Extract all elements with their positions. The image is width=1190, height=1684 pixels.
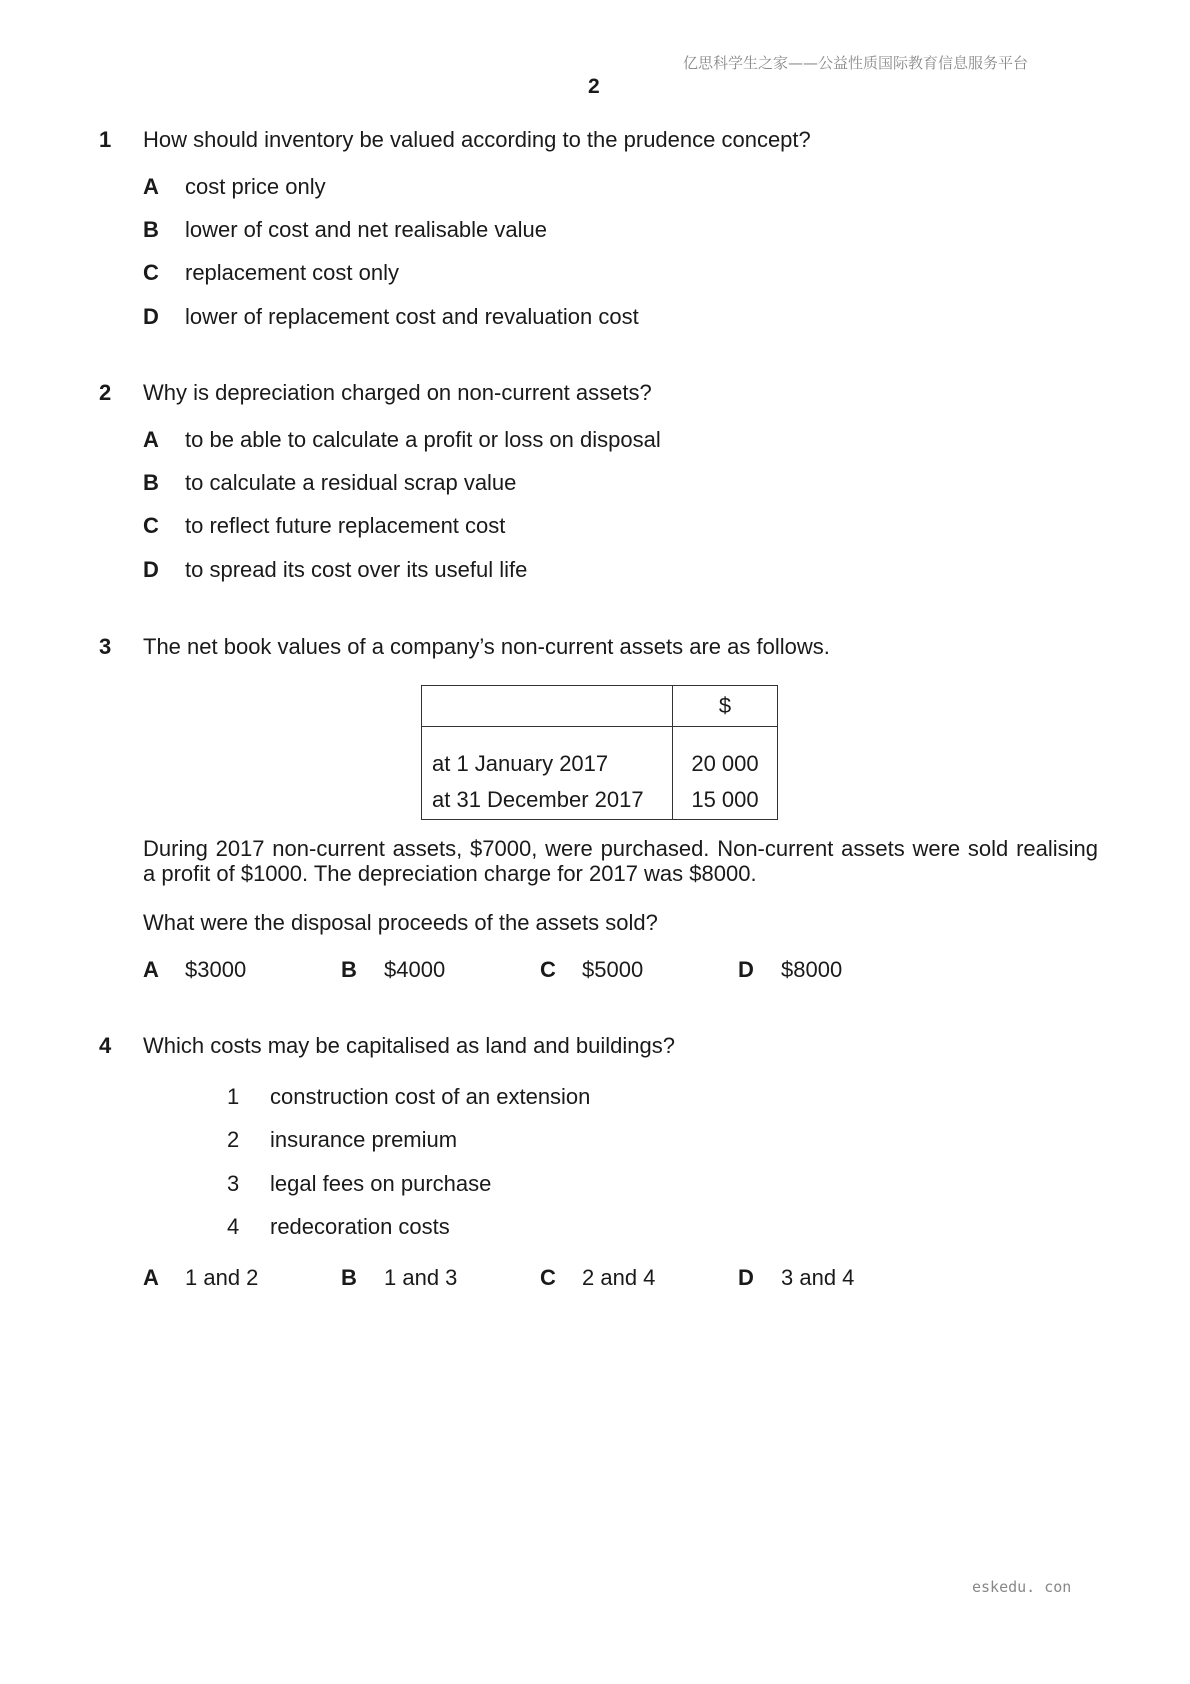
page-number: 2	[588, 75, 600, 98]
item-text: redecoration costs	[270, 1214, 450, 1239]
question-number: 1	[99, 127, 112, 152]
option-text: replacement cost only	[185, 260, 399, 285]
option-letter: A	[143, 1265, 159, 1290]
question-text: Why is depreciation charged on non-current assets?	[143, 380, 652, 405]
option-text: lower of replacement cost and revaluation cost	[185, 304, 639, 329]
option-letter: B	[143, 470, 159, 495]
option-text: to spread its cost over its useful life	[185, 557, 528, 582]
option-text: to reflect future replacement cost	[185, 513, 506, 538]
question-text: How should inventory be valued according to the prudence concept?	[143, 127, 811, 152]
option-text: cost price only	[185, 174, 326, 199]
option-letter: C	[540, 957, 556, 982]
item-number: 4	[227, 1214, 240, 1239]
option-text: to calculate a residual scrap value	[185, 470, 517, 495]
item-number: 1	[227, 1084, 240, 1109]
option-letter: C	[143, 260, 159, 285]
question-number: 3	[99, 634, 112, 659]
option-letter: A	[143, 427, 159, 452]
option-text: $5000	[582, 957, 644, 982]
option-letter: D	[143, 557, 159, 582]
option-letter: B	[341, 957, 357, 982]
question-number: 4	[99, 1033, 112, 1058]
option-text: lower of cost and net realisable value	[185, 217, 547, 242]
option-letter: D	[143, 304, 159, 329]
option-letter: D	[738, 1265, 754, 1290]
option-letter: C	[143, 513, 159, 538]
table-header-cell: $	[673, 686, 778, 727]
option-text: to be able to calculate a profit or loss on disposal	[185, 427, 661, 452]
option-text: $4000	[384, 957, 446, 982]
option-letter: D	[738, 957, 754, 982]
question-text: The net book values of a company’s non-current assets are as follows.	[143, 634, 830, 659]
option-letter: B	[143, 217, 159, 242]
question-paragraph: During 2017 non-current assets, $7000, were purchased. Non-current assets were sold realising a profit of $1000. The depreciation charge for 2017 was $8000.	[143, 836, 1098, 886]
option-text: 2 and 4	[582, 1265, 656, 1290]
table-cell: at 31 December 2017	[422, 781, 673, 820]
option-letter: B	[341, 1265, 357, 1290]
table-cell: 20 000	[673, 727, 778, 782]
watermark-top: 亿思科学生之家——公益性质国际教育信息服务平台	[683, 54, 1029, 72]
watermark-bottom: eskedu. con	[972, 1578, 1072, 1596]
question-text: Which costs may be capitalised as land and buildings?	[143, 1033, 675, 1058]
table-row	[422, 781, 778, 820]
item-number: 2	[227, 1127, 240, 1152]
table-cell: at 1 January 2017	[422, 727, 673, 782]
option-text: 1 and 2	[185, 1265, 259, 1290]
option-text: $3000	[185, 957, 247, 982]
nbv-table	[421, 685, 778, 820]
option-letter: A	[143, 957, 159, 982]
option-text: $8000	[781, 957, 843, 982]
option-text: 3 and 4	[781, 1265, 855, 1290]
item-text: construction cost of an extension	[270, 1084, 591, 1109]
item-text: legal fees on purchase	[270, 1171, 492, 1196]
option-letter: A	[143, 174, 159, 199]
item-text: insurance premium	[270, 1127, 458, 1152]
item-number: 3	[227, 1171, 240, 1196]
table-header-cell	[422, 686, 673, 727]
question-number: 2	[99, 380, 112, 405]
option-text: 1 and 3	[384, 1265, 458, 1290]
option-letter: C	[540, 1265, 556, 1290]
table-cell: 15 000	[673, 781, 778, 820]
question-prompt: What were the disposal proceeds of the assets sold?	[143, 910, 658, 935]
table-row	[422, 727, 778, 782]
